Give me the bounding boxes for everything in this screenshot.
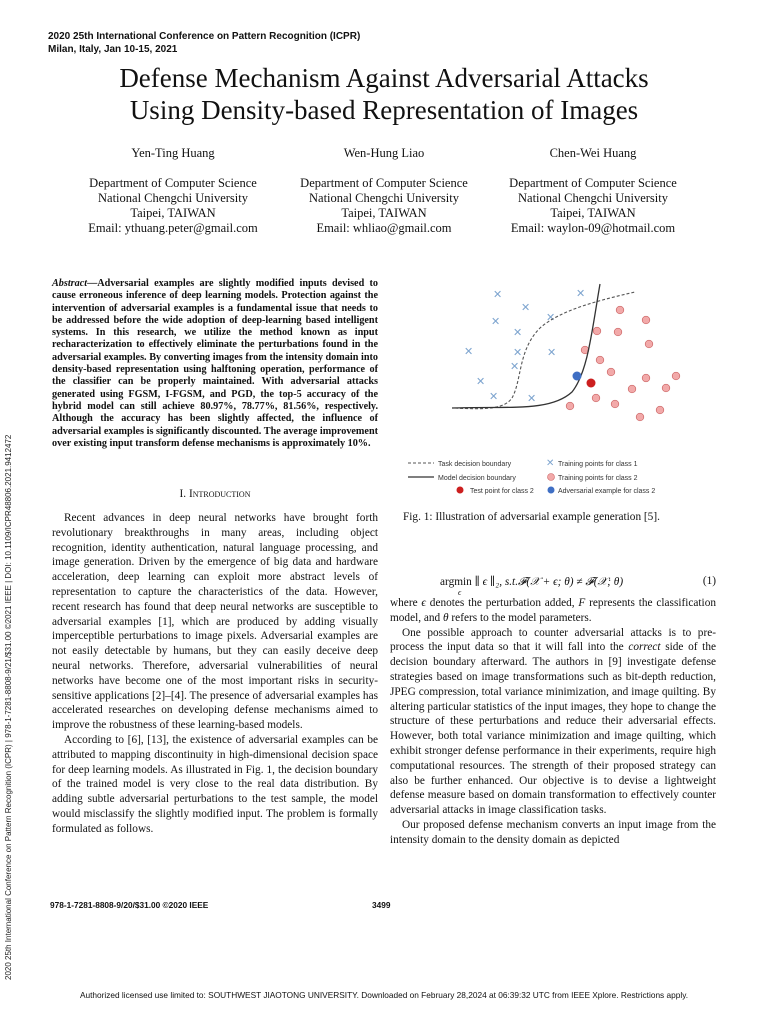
author-name: Chen-Wei Huang (549, 146, 637, 160)
section-number: I. (179, 488, 189, 500)
right-paragraph-1: where ϵ denotes the perturbation added, F represents the classification model, and θ refers to the model parameters. (390, 597, 716, 624)
footer-isbn: 978-1-7281-8808-9/20/$31.00 ©2020 IEEE (50, 900, 209, 910)
legend-class1-icon: ✕ (546, 458, 555, 469)
figure-1-caption: Fig. 1: Illustration of adversarial example generation [5]. (403, 511, 660, 523)
equation-1 (390, 575, 716, 595)
equation-number: (1) (702, 575, 716, 587)
title-line-2: Using Density-based Representation of Images (129, 95, 639, 125)
right-paragraph-3: Our proposed defense mechanism converts an input image from the intensity domain to the density domain as depicted (390, 818, 716, 846)
footer-license: Authorized licensed use limited to: SOUTHWEST JIAOTONG UNIVERSITY. Downloaded on February 28,2024 at 06:39:32 UTC from IEEE Xplore. Restrictions apply. (79, 990, 689, 1000)
class2-point (596, 356, 604, 364)
class2-point (672, 372, 680, 380)
class2-point (593, 327, 601, 335)
class2-point (611, 400, 619, 408)
class1-points (464, 288, 585, 405)
intro-paragraph-2: According to [6], [13], the existence of adversarial examples can be attributed to mapping discontinuity in high-dimensional decision space for deep learning models. As illustrated in Fig. 1, the decision boundary of the trained model is very close to the real data distribution. By adding subtle adversarial perturbations to the test sample, the model would misclassify the slightly modified input. The problem is formally formulated as follows. (52, 733, 378, 835)
class1-point-icon: ✕ (521, 302, 531, 314)
author-univ: National Chengchi University (309, 191, 459, 205)
title-line-1: Defense Mechanism Against Adversarial Attacks (119, 63, 649, 93)
figure-legend (408, 458, 655, 495)
author-dept: Department of Computer Science (89, 176, 257, 190)
author-dept: Department of Computer Science (509, 176, 677, 190)
conference-name: 2020 25th International Conference on Pattern Recognition (ICPR) (48, 31, 361, 42)
figure-1-illustration (400, 280, 716, 502)
legend-model-boundary: Model decision boundary (438, 475, 516, 482)
class1-point-icon: ✕ (493, 289, 503, 301)
conference-header (48, 30, 360, 56)
author-location: Taipei, TAIWAN (130, 206, 216, 220)
class2-point (656, 406, 664, 414)
figure-1 (400, 280, 716, 502)
class2-point (592, 394, 600, 402)
class1-point-icon: ✕ (464, 346, 474, 358)
legend-adversarial: Adversarial example for class 2 (558, 488, 656, 495)
class2-point (662, 384, 670, 392)
class2-point (607, 368, 615, 376)
equation-subscript: ϵ (458, 588, 462, 597)
class1-point-icon: ✕ (527, 393, 537, 405)
author-location: Taipei, TAIWAN (550, 206, 636, 220)
author-name: Yen-Ting Huang (131, 146, 215, 160)
footer-page-number: 3499 (372, 900, 391, 910)
author-email: Email: ythuang.peter@gmail.com (88, 221, 258, 235)
author-dept: Department of Computer Science (300, 176, 468, 190)
author-block-1 (58, 146, 288, 236)
class1-point-icon: ✕ (476, 376, 486, 388)
author-block-2 (269, 146, 499, 236)
test-point (587, 379, 596, 388)
class2-point (636, 413, 644, 421)
author-univ: National Chengchi University (98, 191, 248, 205)
class1-point-icon: ✕ (510, 361, 520, 373)
abstract-text: —Adversarial examples are slightly modified inputs devised to cause erroneous inference of deep learning models. Protection against the intervention of adversarial examples is a fundamental issue that needs to be addressed before the wide adoption of deep-learning based intelligent systems. In this research, we utilize the method known as input recharacterization to effectively eliminate the perturbations found in the adversarial examples. By converting images from the intensity domain into density-based representation using halftoning operation, performance of the classifier can be properly maintained. With adversarial attacks generated using FGSM, I-FGSM, and PGD, the top-5 accuracy of the hybrid model can still achieve 80.97%, 78.77%, 81.56%, respectively. Although the accuracy has been slightly affected, the influence of adversarial examples is significantly discounted. The average improvement over existing input transform defense mechanisms is approximately 10%. (52, 278, 378, 449)
class1-point-icon: ✕ (513, 347, 523, 359)
author-block-3 (478, 146, 708, 236)
author-location: Taipei, TAIWAN (341, 206, 427, 220)
abstract (52, 278, 378, 450)
legend-class2: Training points for class 2 (558, 475, 638, 482)
right-paragraph-2: One possible approach to counter adversarial attacks is to pre-process the input data so that it will fall into the correct side of the decision boundary afterward. The authors in [9] investigate defense strategies based on image transformations such as bit-depth reduction, JPEG compression, total variance minimization, and image quilting. By altering particular statistics of the input images, they hope to change the structure of these perturbations and reduce their adversarial effects. However, both total variance minimization and image quilting, which exhibit stronger defense performance in their experiments, require high computational resources. The strength of their proposed strategy can also be further enhanced. Our objective is to devise a lightweight defense measure based on domain transformation to effectively counter adversarial attacks in image classification tasks. (390, 626, 716, 817)
side-doi-strip: 2020 25th International Conference on Pattern Recognition (ICPR) | 978-1-7281-8808-9/21/$31.00 ©2021 IEEE | DOI: 10.1109/ICPR48806.2021.9412472 (4, 434, 13, 980)
class1-point-icon: ✕ (489, 391, 499, 403)
class1-point-icon: ✕ (576, 288, 586, 300)
class1-point-icon: ✕ (491, 316, 501, 328)
paper-title (40, 62, 728, 126)
author-email: Email: waylon-09@hotmail.com (510, 221, 676, 235)
right-column-body (390, 596, 716, 848)
class1-point-icon: ✕ (546, 312, 556, 324)
class2-point (642, 374, 650, 382)
abstract-label: Abstract (52, 278, 88, 289)
author-name: Wen-Hung Liao (343, 146, 425, 160)
class1-point-icon: ✕ (547, 347, 557, 359)
adversarial-example-point (573, 372, 582, 381)
section-title: Introduction (188, 488, 251, 500)
class2-point (616, 306, 624, 314)
class2-point (645, 340, 653, 348)
class1-point-icon: ✕ (513, 327, 523, 339)
class2-point (614, 328, 622, 336)
equation-argmin: argmin (440, 576, 472, 588)
class2-point (566, 402, 574, 410)
introduction-body (52, 511, 378, 837)
conference-location: Milan, Italy, Jan 10-15, 2021 (48, 44, 178, 55)
legend-class1: Training points for class 1 (558, 461, 638, 468)
author-univ: National Chengchi University (518, 191, 668, 205)
legend-test-point: Test point for class 2 (470, 488, 534, 495)
task-decision-boundary (455, 292, 635, 409)
class2-point (642, 316, 650, 324)
section-heading-introduction (52, 488, 378, 500)
class2-point (628, 385, 636, 393)
equation-expression: ∥ ϵ ∥₂, s.t.𝓕(𝒳 + ϵ; θ) ≠ 𝓕(𝒳; θ) (474, 576, 624, 588)
class2-points (566, 306, 680, 421)
intro-paragraph-1: Recent advances in deep neural networks have brought forth revolutionary breakthroughs in many areas, including object recognition, identity authentication, natural language processing, and image generation. Driven by the emergence of big data and hardware acceleration, deep learning can exploit more abstract levels of representation to capture the characteristics of the data. However, recent research has found that deep neural networks are susceptible to adversarial examples [1], which are produced by adding visually imperceptible perturbations to image pixels. Adversarial examples are not easily detectable by humans, but they can easily deceive deep neural networks. Therefore, adversarial vulnerabilities of neural networks have become one of the most important risks in security-sensitive applications [2]–[4]. The presence of adversarial examples has accelerated researches on developing defense mechanisms aimed to improve the robustness of these learning-based models. (52, 512, 378, 732)
legend-task-boundary: Task decision boundary (438, 461, 512, 468)
author-email: Email: whliao@gmail.com (316, 221, 452, 235)
